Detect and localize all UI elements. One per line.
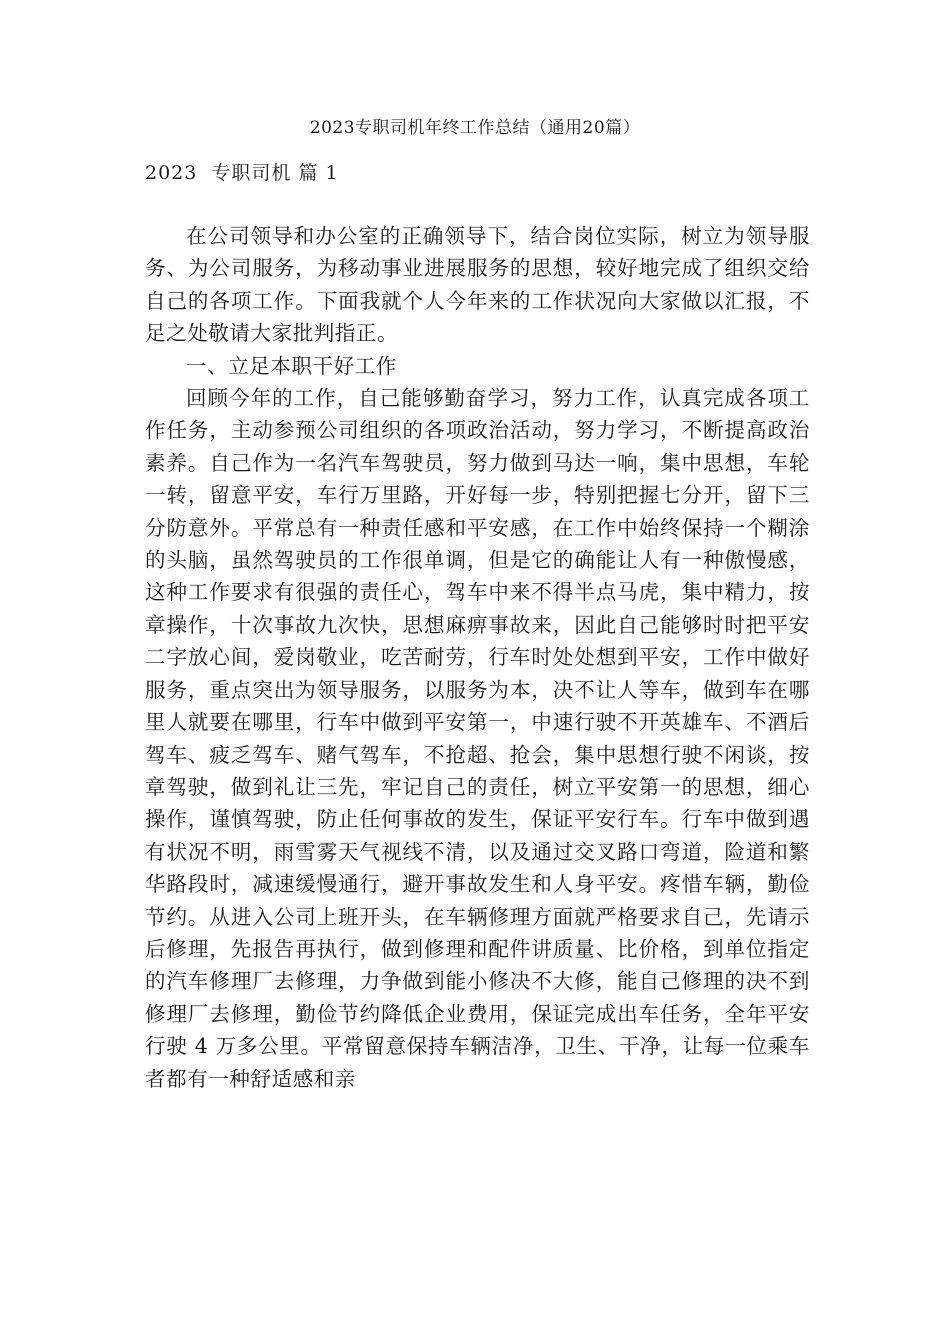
document-body [145,220,810,1095]
subsection-heading: 一、立足本职干好工作 [186,353,397,378]
document-title: 2023专职司机年终工作总结（通用20篇） [309,118,641,138]
section-heading: 2023 专职司机 篇 1 [145,162,339,184]
body-paragraph: 回顾今年的工作，自己能够勤奋学习，努力工作，认真完成各项工作任务，主动参预公司组织的各项政治活动，努力学习，不断提高政治素养。自己作为一名汽车驾驶员，努力做到马达一响，集中思想，车轮一转，留意平安，车行万里路，开好每一步，特别把握七分开，留下三分防意外。平常总有一种责任感和平安感，在工作中始终保持一个糊涂的头脑，虽然驾驶员的工作很单调，但是它的确能让人有一种傲慢感，这种工作要求有很强的责任心，驾车中来不得半点马虎，集中精力，按章操作，十次事故九次快，思想麻痹事故来，因此自己能够时时把平安二字放心间，爱岗敬业，吃苦耐劳，行车时处处想到平安，工作中做好服务，重点突出为领导服务，以服务为本，决不让人等车，做到车在哪里人就要在哪里，行车中做到平安第一，中速行驶不开英雄车、不酒后驾车、疲乏驾车、赌气驾车，不抢超、抢会，集中思想行驶不闲谈，按章驾驶，做到礼让三先，牢记自己的责任，树立平安第一的思想，细心操作，谨慎驾驶，防止任何事故的发生，保证平安行车。行车中做到遇有状况不明，雨雪雾天气视线不清，以及通过交叉路口弯道，险道和繁华路段时，减速缓慢通行，避开事故发生和人身平安。疼惜车辆，勤俭节约。从进入公司上班开头，在车辆修理方面就严格要求自己，先请示后修理，先报告再执行，做到修理和配件讲质量、比价格，到单位指定的汽车修理厂去修理，力争做到能小修决不大修，能自己修理的决不到修理厂去修理，勤俭节约降低企业费用，保证完成出车任务，全年平安行驶 4 万多公里。平常留意保持车辆洁净，卫生、干净，让每一位乘车者都有一种舒适感和亲 [145,386,810,1091]
intro-paragraph: 在公司领导和办公室的正确领导下，结合岗位实际，树立为领导服务、为公司服务，为移动事业进展服务的思想，较好地完成了组织交给自己的各项工作。下面我就个人今年来的工作状况向大家做以汇报，不足之处敬请大家批判指正。 [145,224,810,346]
